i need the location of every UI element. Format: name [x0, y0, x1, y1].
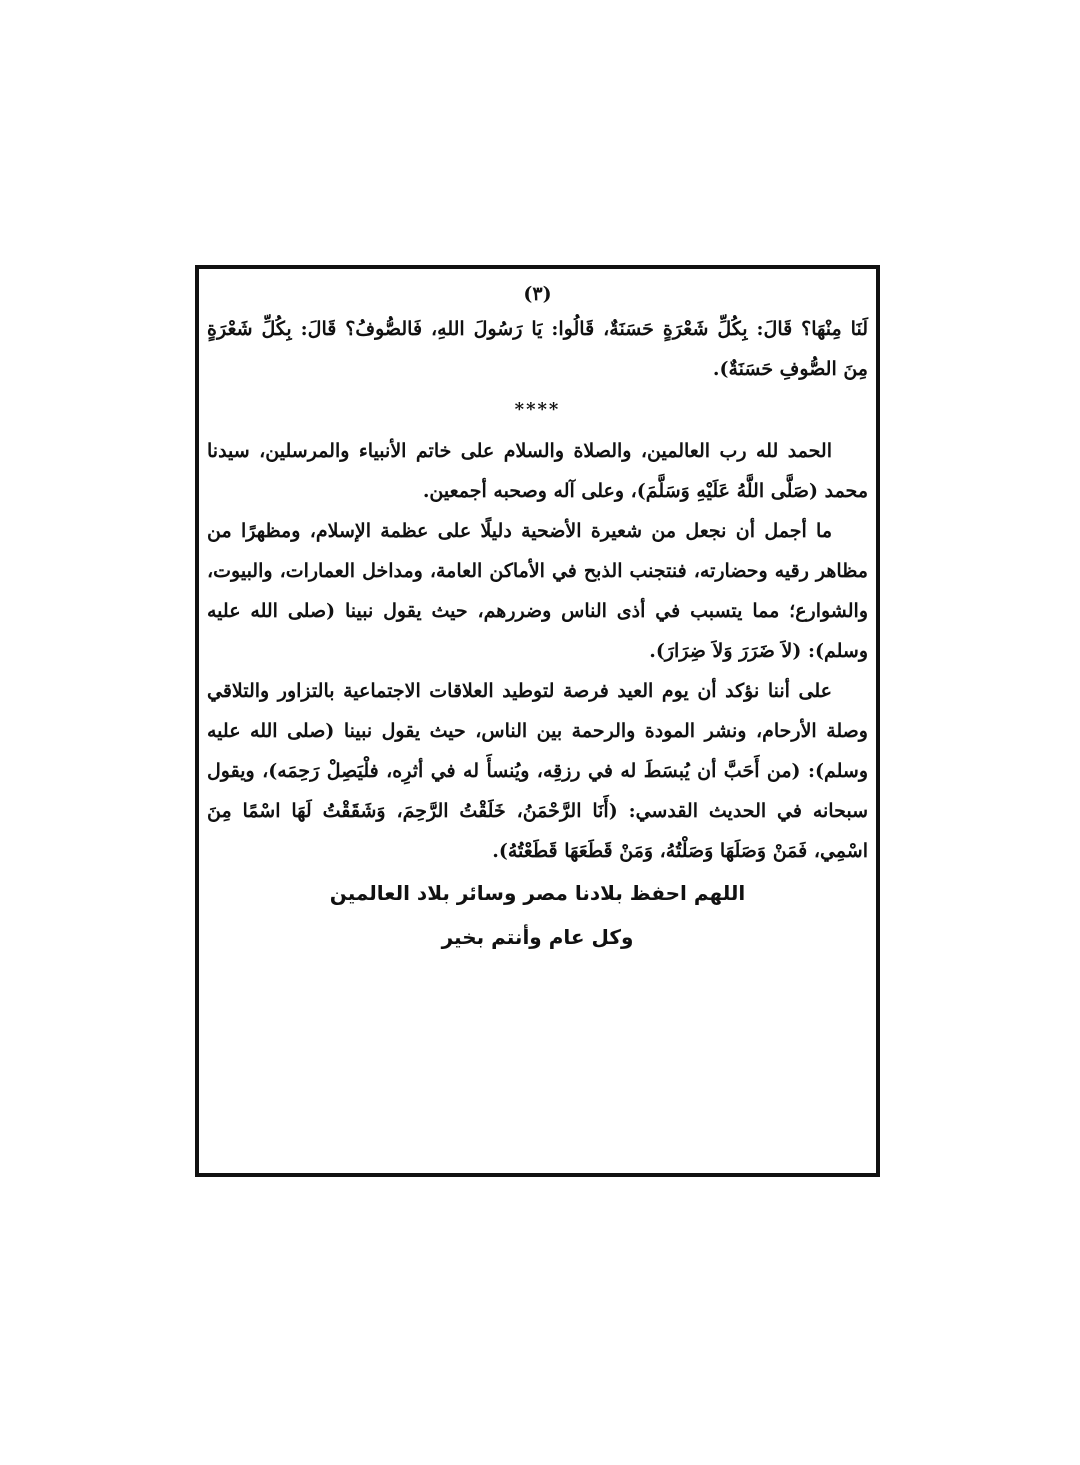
- page-number: (٣): [523, 283, 552, 305]
- document-body: [207, 279, 868, 959]
- page-frame: [195, 265, 880, 1177]
- eid-social-ties-paragraph: على أننا نؤكد أن يوم العيد فرصة لتوطيد العلاقات الاجتماعية بالتزاور والتلاقي وصلة الأرحام، ونشر المودة والرحمة بين الناس، حيث يقول نبينا (صلى الله عليه وسلم): (من أَحَبَّ أن يُبسَطَ له في رزقِه، ويُنسأَ له في أثرِه، فلْيَصِلْ رَحِمَه)، ويقول سبحانه في الحديث القدسي: (أَنَا الرَّحْمَنُ، خَلَقْتُ الرَّحِمَ، وَشَقَقْتُ لَهَا اسْمًا مِنَ اسْمِي، فَمَنْ وَصَلَهَا وَصَلْتُهُ، وَمَنْ قَطَعَهَا قَطَعْتُهُ).: [207, 680, 868, 862]
- hadith-continuation-paragraph: لَنَا مِنْهَا؟ قَالَ: بِكُلِّ شَعْرَةٍ حَسَنَةٌ، قَالُوا: يَا رَسُولَ اللهِ، فَالصُّوفُ؟ قَالَ: بِكُلِّ شَعْرَةٍ مِنَ الصُّوفِ حَسَنَةٌ).: [207, 318, 868, 380]
- opening-praise-paragraph: الحمد لله رب العالمين، والصلاة والسلام على خاتم الأنبياء والمرسلين، سيدنا محمد (صَلَّى اللَّهُ عَلَيْهِ وَسَلَّمَ)، وعلى آله وصحبه أجمعين.: [207, 440, 868, 502]
- closing-greeting: وكل عام وأنتم بخير: [441, 925, 634, 949]
- section-separator: ****: [514, 399, 561, 420]
- closing-prayer: اللهم احفظ بلادنا مصر وسائر بلاد العالمين: [329, 881, 746, 905]
- sacrifice-guidance-paragraph: ما أجمل أن نجعل من شعيرة الأضحية دليلًا على عظمة الإسلام، ومظهرًا من مظاهر رقيه وحضارته، فنتجنب الذبح في الأماكن العامة، ومداخل العمارات، والبيوت، والشوارع؛ مما يتسبب في أذى الناس وضررهم، حيث يقول نبينا (صلى الله عليه وسلم): (لاَ ضَرَرَ وَلاَ ضِرَارَ).: [207, 520, 868, 662]
